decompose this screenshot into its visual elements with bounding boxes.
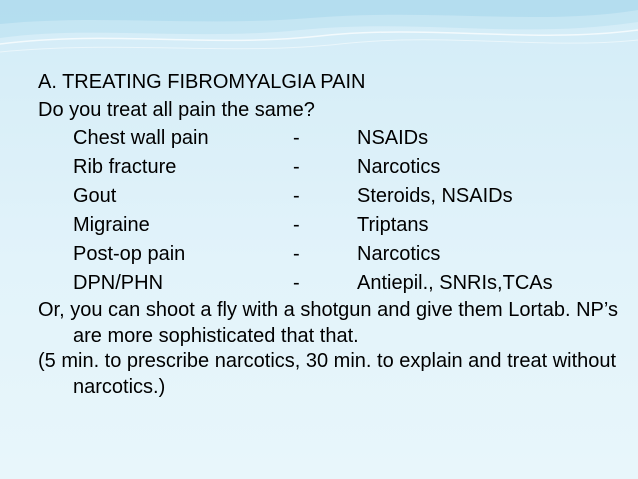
shotgun-paragraph: Or, you can shoot a fly with a shotgun and give them Lortab. NP’s are more sophisticated that that. bbox=[38, 299, 618, 347]
dash-separator: - bbox=[293, 156, 300, 178]
treatment-label: NSAIDs bbox=[357, 127, 429, 149]
treatment-row bbox=[38, 182, 628, 211]
slide-content bbox=[38, 68, 628, 400]
treatment-label: Antiepil., SNRIs,TCAs bbox=[357, 272, 553, 294]
treatment-label: Triptans bbox=[357, 214, 429, 236]
condition-label: Rib fracture bbox=[73, 156, 177, 178]
dash-separator: - bbox=[293, 272, 300, 294]
treatment-label: Steroids, NSAIDs bbox=[357, 185, 513, 207]
time-paragraph: (5 min. to prescribe narcotics, 30 min. to explain and treat without narcotics.) bbox=[38, 350, 617, 398]
treatment-label: Narcotics bbox=[357, 156, 441, 178]
treatment-row bbox=[38, 211, 628, 240]
condition-label: Post-op pain bbox=[73, 243, 186, 265]
dash-separator: - bbox=[293, 127, 300, 149]
question-line: Do you treat all pain the same? bbox=[38, 99, 315, 121]
condition-label: DPN/PHN bbox=[73, 272, 164, 294]
dash-separator: - bbox=[293, 185, 300, 207]
slide-heading: A. TREATING FIBROMYALGIA PAIN bbox=[38, 71, 366, 93]
condition-label: Gout bbox=[73, 185, 117, 207]
condition-label: Chest wall pain bbox=[73, 127, 209, 149]
treatment-row bbox=[38, 269, 628, 298]
condition-label: Migraine bbox=[73, 214, 150, 236]
treatment-row bbox=[38, 124, 628, 153]
treatment-row bbox=[38, 153, 628, 182]
treatment-list bbox=[38, 124, 628, 298]
treatment-row bbox=[38, 240, 628, 269]
treatment-label: Narcotics bbox=[357, 243, 441, 265]
dash-separator: - bbox=[293, 243, 300, 265]
dash-separator: - bbox=[293, 214, 300, 236]
header-wave-decoration bbox=[0, 0, 638, 70]
